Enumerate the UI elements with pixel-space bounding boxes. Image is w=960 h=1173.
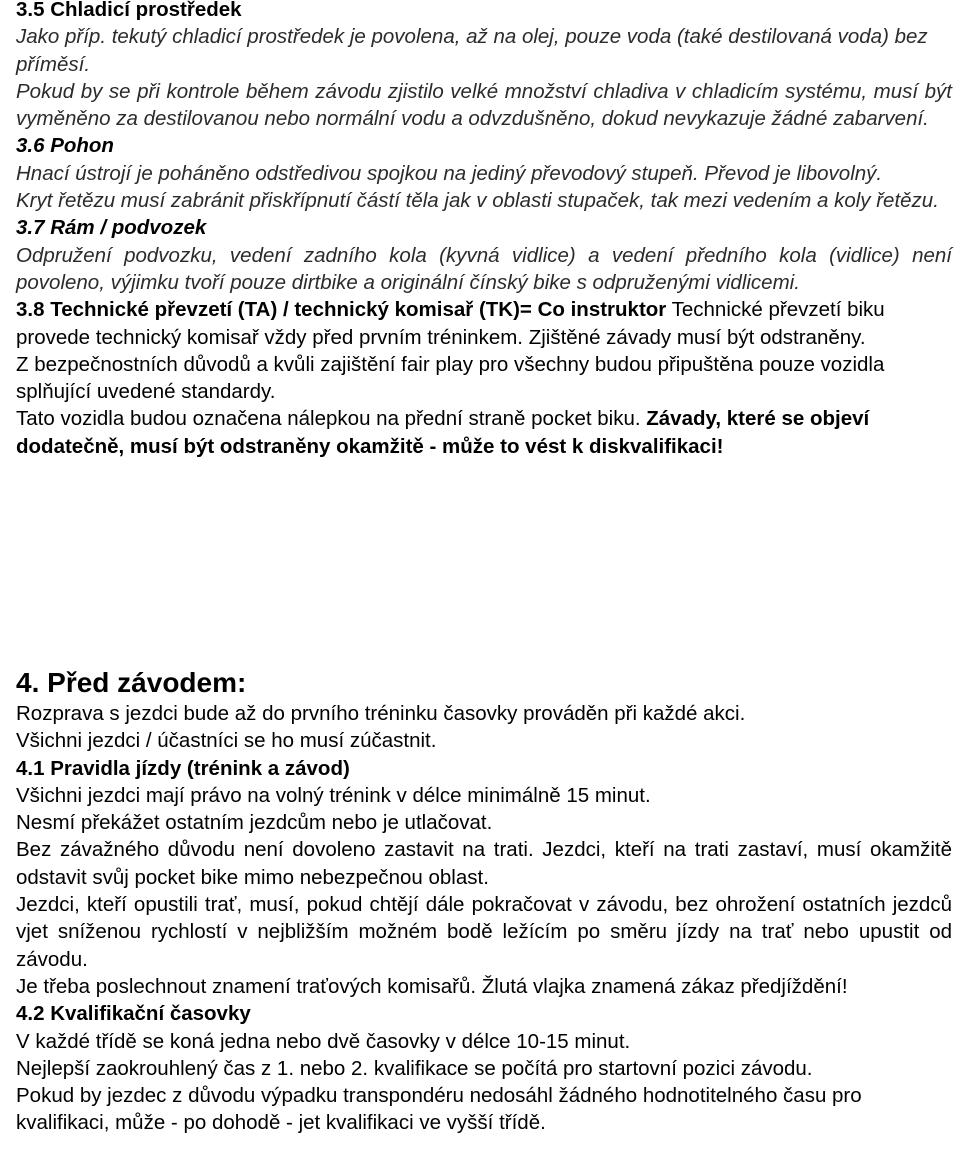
- paragraph: Všichni jezdci mají právo na volný trénink v délce minimálně 15 minut.: [16, 783, 651, 807]
- section-heading-3-8: 3.8 Technické převzetí (TA) / technický komisař (TK)= Co instruktor: [16, 298, 667, 322]
- section-3-part: [16, 0, 952, 460]
- paragraph-text: Tato vozidla budou označena nálepkou na přední straně pocket biku.: [16, 407, 647, 431]
- paragraph: Nejlepší zaokrouhlený čas z 1. nebo 2. kvalifikace se počítá pro startovní pozici závodu.: [16, 1056, 813, 1080]
- paragraph: Všichni jezdci / účastníci se ho musí zúčastnit.: [16, 729, 437, 753]
- paragraph: Je třeba poslechnout znamení traťových komisařů. Žlutá vlajka znamená zákaz předjíždění!: [16, 974, 848, 998]
- paragraph: Pokud by jezdec z důvodu výpadku transpondéru nedosáhl žádného hodnotitelného času pro kvalifikaci, může - po dohodě - jet kvalifikaci ve vyšší třídě.: [16, 1084, 862, 1135]
- section-heading-3-6: 3.6 Pohon: [16, 134, 114, 158]
- chapter-number: 4.: [16, 667, 40, 698]
- paragraph: V každé třídě se koná jedna nebo dvě časovky v délce 10-15 minut.: [16, 1029, 631, 1053]
- paragraph: Kryt řetězu musí zabránit přiskřípnutí částí těla jak v oblasti stupaček, tak mezi vedením a koly řetězu.: [16, 189, 939, 213]
- paragraph-warning: [16, 405, 952, 460]
- section-4-part: [16, 666, 952, 1137]
- paragraph: Rozprava s jezdci bude až do prvního tréninku časovky prováděn při každé akci.: [16, 702, 746, 725]
- paragraph: Bez závažného důvodu není dovoleno zastavit na trati. Jezdci, kteří na trati zastaví, musí okamžitě odstavit svůj pocket bike mimo nebezpečnou oblast.: [16, 838, 952, 889]
- paragraph: Z bezpečnostních důvodů a kvůli zajištění fair play pro všechny budou připuštěna pouze vozidla splňující uvedené standardy.: [16, 352, 885, 404]
- section-heading-4-2: 4.2 Kvalifikační časovky: [16, 1002, 251, 1026]
- warning-text: Závady, které se objeví dodatečně, musí být odstraněny okamžitě - může to vést k diskvalifikaci!: [16, 407, 870, 458]
- paragraph: Odpružení podvozku, vedení zadního kola (kyvná vidlice) a vedení předního kola (vidlice) není povoleno, výjimku tvoří pouze dirtbike a originální čínský bike s odpruženými vidlicemi.: [16, 243, 952, 294]
- section-heading-3-5: 3.5 Chladicí prostředek: [16, 0, 242, 21]
- chapter-title: Před závodem:: [47, 667, 247, 698]
- paragraph-text: Technické převzetí biku provede technický komisař vždy před prvním tréninkem. Zjištěné závady musí být odstraněny.: [16, 298, 885, 349]
- chapter-heading-4: [16, 666, 952, 700]
- paragraph-3-8: [16, 296, 952, 351]
- paragraph: Hnací ústrojí je poháněno odstředivou spojkou na jediný převodový stupeň. Převod je libovolný.: [16, 161, 883, 185]
- paragraph: Nesmí překážet ostatním jezdcům nebo je utlačovat.: [16, 811, 493, 835]
- paragraph: Jako příp. tekutý chladicí prostředek je povolena, až na olej, pouze voda (také destilovaná voda) bez příměsí.: [16, 25, 928, 76]
- section-heading-3-7: 3.7 Rám / podvozek: [16, 216, 207, 240]
- paragraph: Jezdci, kteří opustili trať, musí, pokud chtějí dále pokračovat v závodu, bez ohrožení ostatních jezdců vjet sníženou rychlostí v nejbližším možném bodě ležícím po směru jízdy na trať nebo upustit od závodu.: [16, 893, 952, 971]
- section-heading-4-1: 4.1 Pravidla jízdy (trénink a závod): [16, 756, 350, 780]
- paragraph: Pokud by se při kontrole během závodu zjistilo velké množství chladiva v chladicím systému, musí být vyměněno za destilovanou nebo normální vodu a odvzdušněno, dokud nevykazuje žádné zabarvení.: [16, 79, 952, 131]
